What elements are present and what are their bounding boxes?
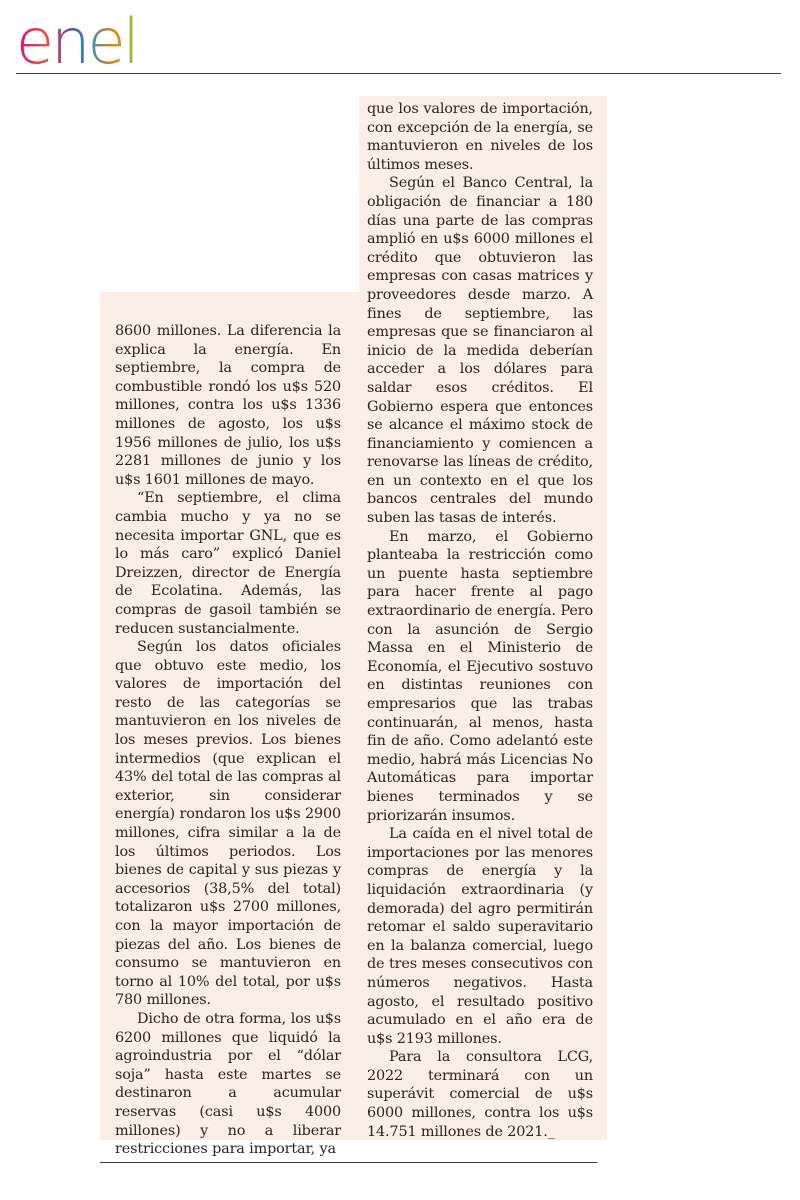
paragraph: Según el Banco Central, la obligación de financiar a 180 días una parte de las compras amplió en u$s 6000 millones el crédito que obtuvieron las empresas con casas matrices y proveedores desde marzo. A fines de septiembre, las empresas que se financiaron al inicio de la medida deberían acceder a los dólares para saldar esos créditos. El Gobierno espera que entonces se alcance el máximo stock de financiamiento y comiencen a renovarse las líneas de crédito, en un contexto en el que los bancos centrales del mundo suben las tasas de interés. <box>367 175 593 527</box>
logo-wordmark: enel <box>16 8 137 70</box>
paragraph: Dicho de otra forma, los u$s 6200 millones que liquidó la agroindustria por el “dólar soja” hasta este martes se destinaron a acumular reservas (casi u$s 4000 millones) y no a liberar restricciones para importar, ya <box>115 1010 341 1158</box>
article-column-right <box>367 100 593 1141</box>
paragraph: La caída en el nivel total de importaciones por las menores compras de energía y la liquidación extraordinaria (y demorada) del agro permitirán retomar el saldo superavitario en la balanza comercial, luego de tres meses consecutivos con números negativos. Hasta agosto, el resultado positivo acumulado en el año era de u$s 2193 millones. <box>367 826 593 1047</box>
paragraph <box>367 1048 593 1141</box>
paragraph: “En septiembre, el clima cambia mucho y ya no se necesita importar GNL, que es lo más caro” explicó Daniel Dreizzen, director de Energía de Ecolatina. Además, las compras de gasoil también se reducen sustancialmente. <box>115 490 341 637</box>
paragraph: que los valores de importación, con excepción de la energía, se mantuvieron en niveles de los últimos meses. <box>367 101 593 173</box>
article-column-left <box>115 322 341 1159</box>
paragraph: En marzo, el Gobierno planteaba la restricción como un puente hasta septiembre para hacer frente al pago extraordinario de energía. Pero con la asunción de Sergio Massa en el Ministerio de Economía, el Ejecutivo sostuvo en distintas reuniones con empresarios que las trabas continuarán, al menos, hasta fin de año. Como adelantó este medio, habrá más Licencias No Automáticas para importar bienes terminados y se priorizarán insumos. <box>367 528 593 824</box>
footer-rule <box>100 1162 597 1163</box>
enel-logo <box>16 8 172 70</box>
paragraph-text: Para la consultora LCG, 2022 terminará con un superávit comercial de u$s 6000 millones, contra los u$s 14.751 millones de 2021. <box>367 1049 593 1140</box>
paragraph: 8600 millones. La diferencia la explica la energía. En septiembre, la compra de combustible rondó los u$s 520 millones, contra los u$s 1336 millones de agosto, los u$s 1956 millones de julio, los u$s 2281 millones de junio y los u$s 1601 millones de mayo. <box>115 323 341 488</box>
header-rule <box>16 73 781 74</box>
end-mark: _ <box>547 1123 555 1140</box>
paragraph: Según los datos oficiales que obtuvo este medio, los valores de importación del resto de las categorías se mantuvieron en los niveles de los meses previos. Los bienes intermedios (que explican el 43% del total de las compras al exterior, sin considerar energía) rondaron los u$s 2900 millones, cifra similar a la de los últimos periodos. Los bienes de capital y sus piezas y accesorios (38,5% del total) totalizaron u$s 2700 millones, con la mayor importación de piezas del año. Los bienes de consumo se mantuvieron en torno al 10% del total, por u$s 780 millones. <box>115 639 341 1009</box>
